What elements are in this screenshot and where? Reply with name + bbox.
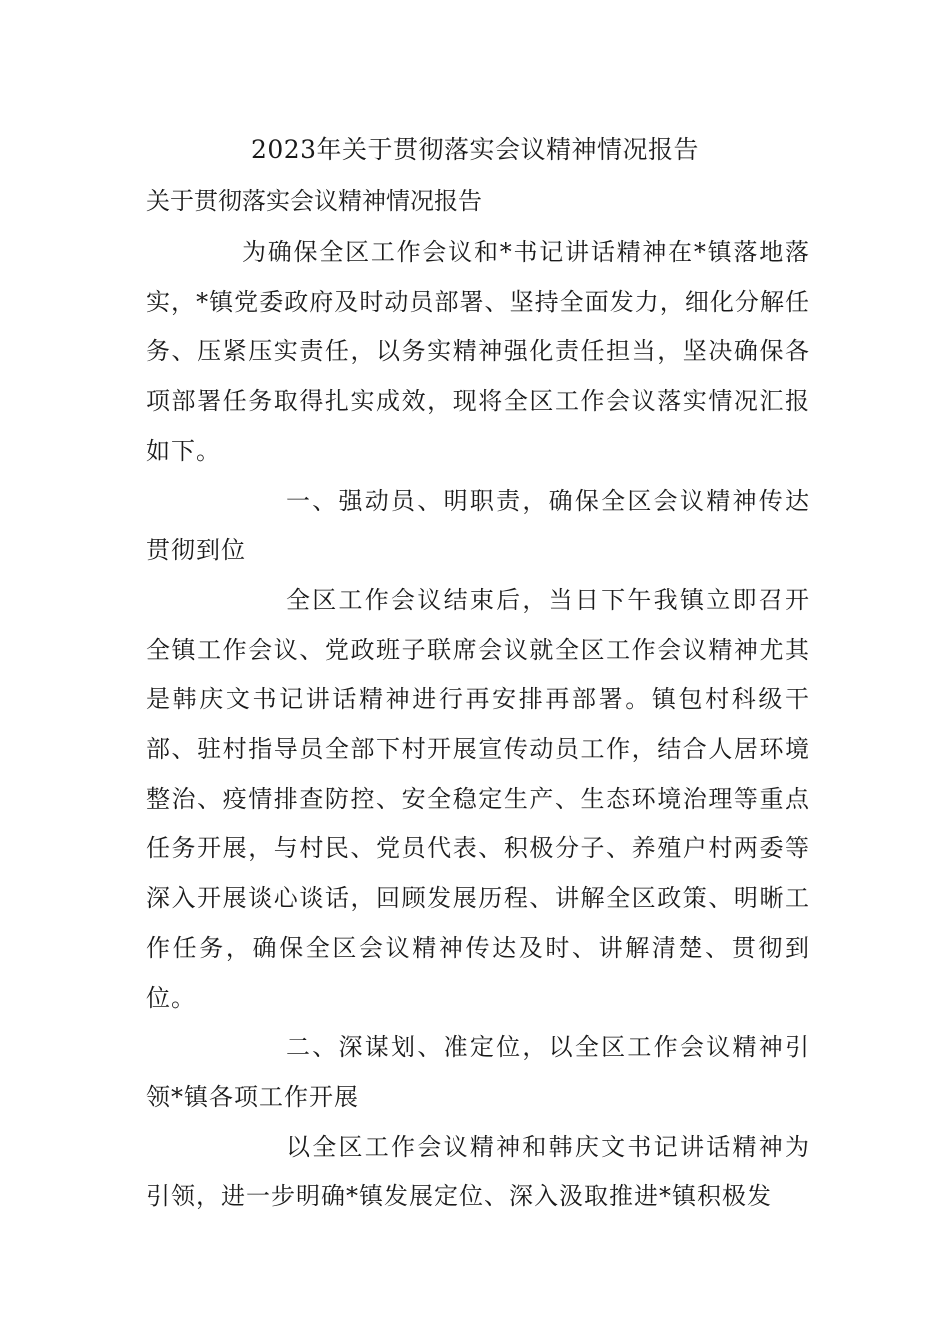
- intro-paragraph: 为确保全区工作会议和*书记讲话精神在*镇落地落实，*镇党委政府及时动员部署、坚持全面发力，细化分解任务、压紧压实责任，以务实精神强化责任担当，坚决确保各项部署任务取得扎实成效，现将全区工作会议落实情况汇报如下。: [146, 238, 810, 465]
- section-heading-1: 一、强动员、明职责，确保全区会议精神传达贯彻到位: [146, 486, 810, 565]
- section-body-2: 以全区工作会议精神和韩庆文书记讲话精神为引领，进一步明确*镇发展定位、深入汲取推进*镇积极发: [146, 1132, 810, 1211]
- section-body-1: 全区工作会议结束后，当日下午我镇立即召开全镇工作会议、党政班子联席会议就全区工作会议精神尤其是韩庆文书记讲话精神进行再安排再部署。镇包村科级干部、驻村指导员全部下村开展宣传动员工作，结合人居环境整治、疫情排查防控、安全稳定生产、生态环境治理等重点任务开展，与村民、党员代表、积极分子、养殖户村两委等深入开展谈心谈话，回顾发展历程、讲解全区政策、明晰工作任务，确保全区会议精神传达及时、讲解清楚、贯彻到位。: [146, 585, 810, 1012]
- section-heading-2: 二、深谋划、准定位，以全区工作会议精神引领*镇各项工作开展: [146, 1033, 810, 1111]
- document-title: 2023年关于贯彻落实会议精神情况报告: [250, 135, 700, 164]
- document-subtitle: 关于贯彻落实会议精神情况报告: [146, 187, 482, 215]
- document-body: [146, 228, 810, 1222]
